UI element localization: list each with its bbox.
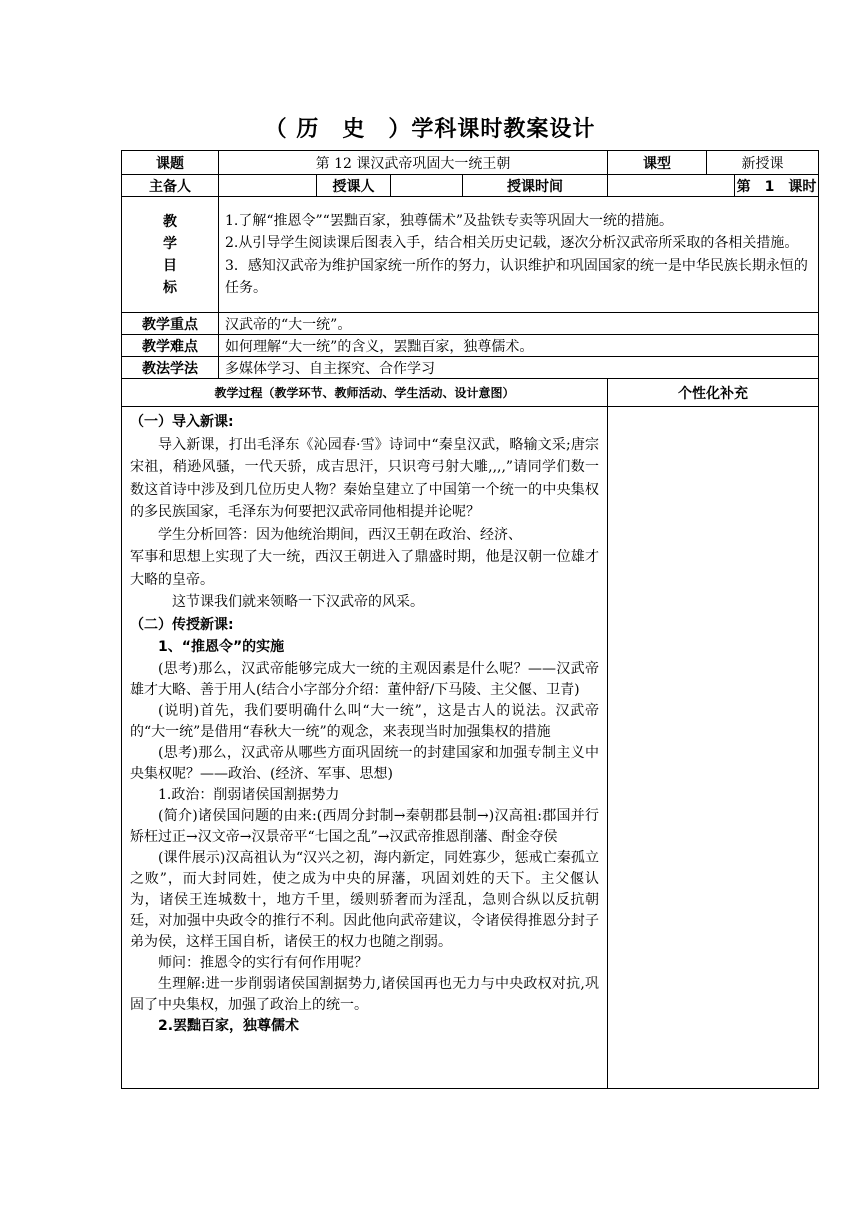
paragraph: 导入新课，打出毛泽东《沁园春·雪》诗词中“秦皇汉武，略输文采;唐宗宋祖，稍逊风骚，一代天骄，成吉思汗，只识弯弓射大雕,,,,”请同学们数一数这首诗中涉及到几位历史人物？秦始皇建立了中国第一个统一的中央集权的多民族国家，毛泽东为何要把汉武帝同他相提并论呢？ <box>130 436 600 520</box>
topic-label: 课题 <box>122 151 219 175</box>
goals-label <box>122 197 219 313</box>
paragraph: (思考)那么，汉武帝能够完成大一统的主观因素是什么呢？——汉武帝雄才大略、善于用人(结合小字部分介绍：董仲舒/下马陵、主父偃、卫青) <box>130 660 600 698</box>
supplement-content <box>608 407 819 1089</box>
supplement-header: 个性化补充 <box>608 379 819 407</box>
row-topic <box>122 151 819 175</box>
paragraph: 生理解:进一步削弱诸侯国割据势力,诸侯国再也无力与中央政权对抗,巩固了中央集权，加强了政治上的统一。 <box>130 975 600 1013</box>
topic-value: 第 12 课汉武帝巩固大一统王朝 <box>219 151 608 175</box>
methods-value: 多媒体学习、自主探究、合作学习 <box>219 357 819 379</box>
section-title: （二）传授新课: <box>130 616 234 633</box>
goals-label-char: 目 <box>163 257 177 274</box>
paragraph: 这节课我们就来领略一下汉武帝的风采。 <box>172 594 424 610</box>
preparer-label: 主备人 <box>122 175 219 197</box>
paragraph: (思考)那么，汉武帝从哪些方面巩固统一的封建国家和加强专制主义中央集权呢？——政治、(经济、军事、思想) <box>130 744 600 782</box>
goals-label-char: 学 <box>163 235 177 252</box>
methods-label: 教法学法 <box>122 357 219 379</box>
goals-content <box>219 197 819 313</box>
row-process-body <box>122 407 819 1089</box>
section-title: （一）导入新课: <box>130 414 234 430</box>
row-preparer <box>122 175 819 197</box>
time-label: 授课时间 <box>463 175 608 197</box>
paragraph: (简介)诸侯国问题的由来:(西周分封制→秦朝郡县制→)汉高祖:郡国并行矫枉过正→汉文帝→汉景帝平“七国之乱”→汉武帝推恩削藩、酎金夺侯 <box>130 807 600 845</box>
process-content <box>122 407 608 1089</box>
paragraph: (说明)首先，我们要明确什么叫“大一统”，这是古人的说法。汉武帝的“大一统”是借用“春秋大一统”的观念，来表现当时加强集权的措施 <box>130 702 600 740</box>
time-value <box>608 175 735 197</box>
row-key-point <box>122 313 819 335</box>
type-value: 新授课 <box>707 151 819 175</box>
key-point-label: 教学重点 <box>122 313 219 335</box>
subsection-title: 1、“推恩令”的实施 <box>158 639 285 655</box>
preparer-value <box>219 175 317 197</box>
difficulty-label: 教学难点 <box>122 335 219 357</box>
paragraph: 师问：推恩令的实行有何作用呢？ <box>158 954 368 971</box>
period-label: 第 1 课时 <box>735 175 819 197</box>
teacher-label: 授课人 <box>317 175 391 197</box>
paragraph: 军事和思想上实现了大一统，西汉王朝进入了鼎盛时期，他是汉朝一位雄才大略的皇帝。 <box>130 549 600 588</box>
goal-item: 1.了解“推恩令”“罢黜百家，独尊儒术”及盐铁专卖等巩固大一统的措施。 <box>225 212 673 229</box>
goals-label-char: 标 <box>163 279 177 296</box>
process-header: 教学过程（教学环节、教师活动、学生活动、设计意图） <box>122 379 608 407</box>
type-label: 课型 <box>608 151 707 175</box>
lesson-plan-table <box>121 150 819 1089</box>
teacher-value <box>391 175 463 197</box>
subsection-title: 2.罢黜百家，独尊儒术 <box>158 1017 300 1034</box>
row-process-header <box>122 379 819 407</box>
row-goals <box>122 197 819 313</box>
paragraph: 1.政治：削弱诸侯国割据势力 <box>158 786 340 803</box>
goal-item: 2.从引导学生阅读课后图表入手，结合相关历史记载，逐次分析汉武帝所采取的各相关措施。 <box>225 235 799 251</box>
goal-item: 3．感知汉武帝为维护国家统一所作的努力，认识维护和巩固国家的统一是中华民族长期永恒的任务。 <box>225 257 808 296</box>
page-title: （ 历 史 ）学科课时教案设计 <box>264 117 596 142</box>
row-methods <box>122 357 819 379</box>
paragraph: 学生分析回答：因为他统治期间，西汉王朝在政治、经济、 <box>158 526 522 543</box>
goals-label-char: 教 <box>163 213 177 230</box>
row-difficulty <box>122 335 819 357</box>
difficulty-value: 如何理解“大一统”的含义，罢黜百家，独尊儒术。 <box>219 335 819 357</box>
key-point-value: 汉武帝的“大一统”。 <box>219 313 819 335</box>
paragraph: (课件展示)汉高祖认为“汉兴之初，海内新定，同姓寡少，惩戒亡秦孤立之败”，而大封同姓，使之成为中央的屏藩，巩固刘姓的天下。主父偃认为，诸侯王连城数十，地方千里，缓则骄奢而为淫乱，急则合纵以反抗朝廷，对加强中央政令的推行不利。因此他向武帝建议，令诸侯得推恩分封子弟为侯，这样王国自析，诸侯王的权力也随之削弱。 <box>130 849 600 950</box>
